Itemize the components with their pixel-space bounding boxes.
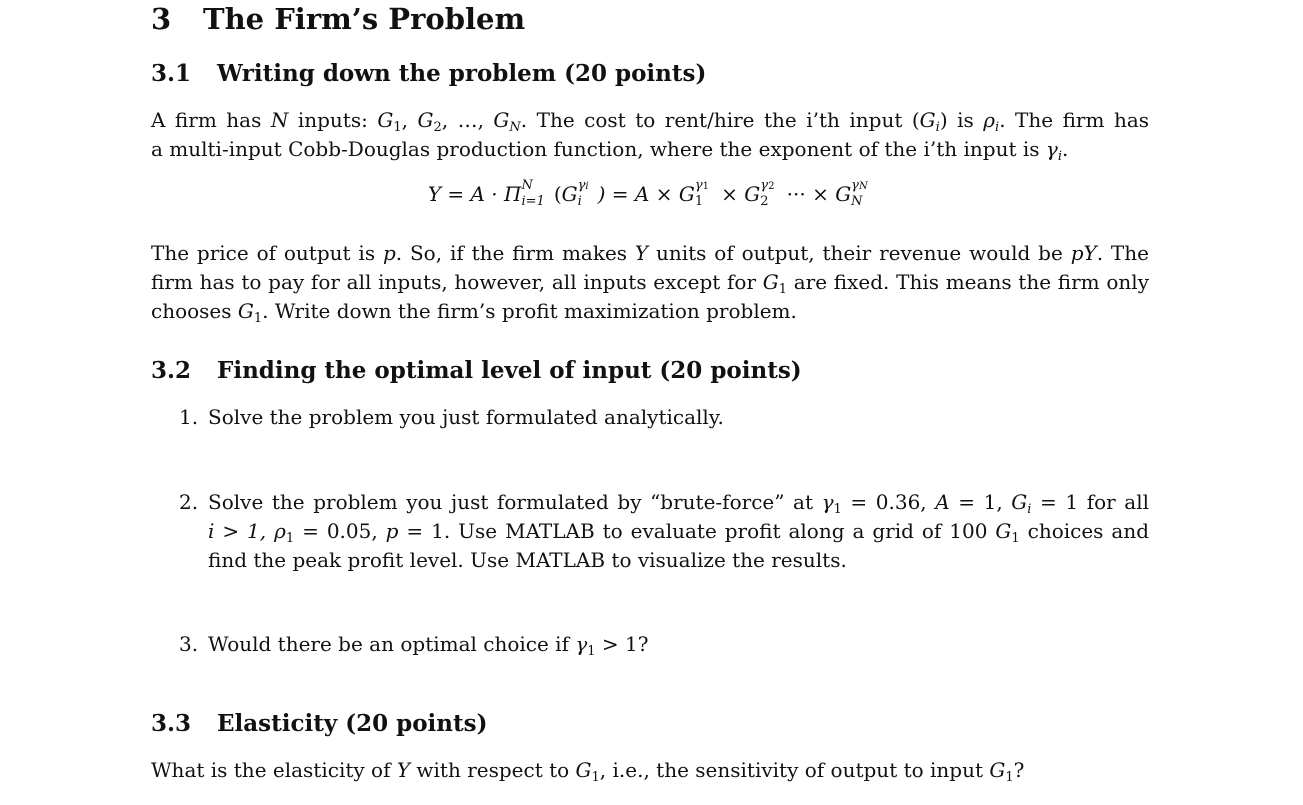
list-item: 1. Solve the problem you just formulated analytically. (179, 403, 1149, 432)
subsection-title-3-3 (151, 710, 487, 737)
list-item: 2. Solve the problem you just formulated by “brute-force” at $\gamma_1 = 0.36$, A = 1, $G_i = 1$ for all i > 1, $\rho_1 = 0.05$, p = 1. Use MATLAB to evaluate profit along a grid of 100 $G_1$ choices and find the peak profit level. Use MATLAB to visualize the results. (179, 490, 1150, 572)
paragraph-revenue (151, 239, 1149, 326)
paragraph-line: a multi-input Cobb-Douglas production function, where the exponent of the i’th input is $\gamma_i$. (151, 137, 1069, 164)
section-number: 3 (151, 2, 172, 36)
list-number: 2. (179, 490, 199, 514)
subsection-number: 3.3 (151, 710, 192, 737)
section-title-text: The Firm’s Problem (203, 2, 526, 36)
paragraph-inputs (151, 106, 1149, 164)
paragraph-line: A firm has N inputs: $G_1$, $G_2$, …, $G_N$. The cost to rent/hire the i’th input $(G_i)$ is $\rho_i$. The firm has (151, 108, 1150, 135)
paragraph-line: What is the elasticity of Y with respect to $G_1$, i.e., the sensitivity of output to input $G_1$? (151, 758, 1025, 785)
paragraph-line: The price of output is p. So, if the firm makes Y units of output, their revenue would be pY. The (151, 241, 1149, 265)
subsection-title-3-2 (151, 357, 802, 384)
subsection-number: 3.1 (151, 60, 192, 87)
list-item: 3. Would there be an optimal choice if $\gamma_1 > 1$? (179, 632, 649, 659)
subsection-title-text: Finding the optimal level of input (20 points) (217, 357, 802, 384)
subsection-number: 3.2 (151, 357, 192, 384)
list-number: 1. (179, 405, 199, 429)
paragraph-line: chooses $G_1$. Write down the firm’s profit maximization problem. (151, 299, 797, 326)
paragraph-line: firm has to pay for all inputs, however, all inputs except for $G_1$ are fixed. This means the firm only (151, 270, 1149, 297)
list-number: 3. (179, 632, 199, 656)
subsection-title-text: Elasticity (20 points) (217, 710, 488, 737)
subsection-title-3-1 (151, 60, 706, 87)
section-title (151, 2, 525, 36)
production-function-equation: Y = A · Π N i=1 (G γi i ) = A × G γ1 1 × G γ2 2 ··· × G γN N (427, 178, 868, 209)
paragraph-elasticity (151, 756, 1149, 785)
subsection-title-text: Writing down the problem (20 points) (217, 60, 707, 87)
